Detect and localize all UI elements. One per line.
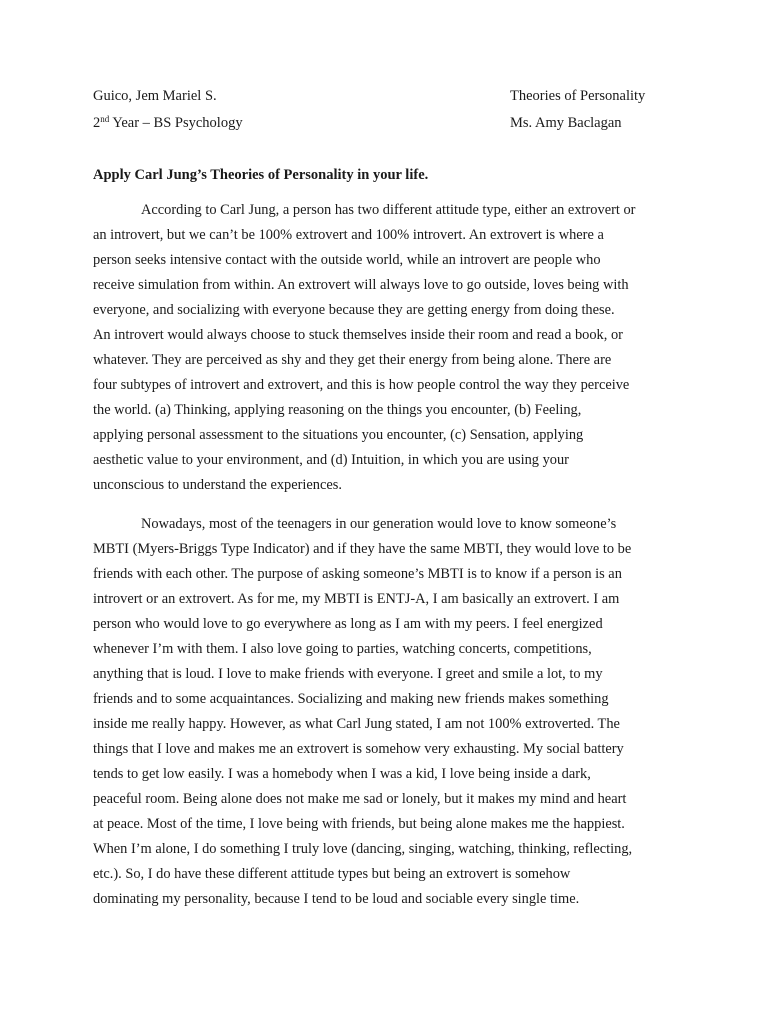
paragraph-line: inside me really happy. However, as what Carl Jung stated, I am not 100% extroverted. The [93, 716, 620, 732]
paragraph-line: MBTI (Myers-Briggs Type Indicator) and if they have the same MBTI, they would love to be [93, 541, 632, 557]
paragraph-1 [93, 198, 675, 498]
paragraph-2 [93, 512, 675, 912]
year-ordinal: 2 [93, 115, 101, 131]
year-ordinal-suffix: nd [100, 114, 110, 124]
paragraph-line: an introvert, but we can’t be 100% extrovert and 100% introvert. An extrovert is where a [93, 227, 604, 243]
paragraph-line: applying personal assessment to the situations you encounter, (c) Sensation, applying [93, 427, 584, 443]
paragraph-line: unconscious to understand the experiences. [93, 477, 342, 493]
header-row-1 [93, 87, 675, 105]
paragraph-line: whatever. They are perceived as shy and they get their energy from being alone. There are [93, 352, 612, 368]
teacher-name: Ms. Amy Baclagan [510, 115, 622, 131]
paragraph-line: tends to get low easily. I was a homebody when I was a kid, I love being inside a dark, [93, 766, 591, 782]
paragraph-line: things that I love and makes me an extrovert is somehow very exhausting. My social battery [93, 741, 624, 757]
paragraph-line: etc.). So, I do have these different attitude types but being an extrovert is somehow [93, 866, 571, 882]
paragraph-line: dominating my personality, because I tend to be loud and sociable every single time. [93, 891, 580, 907]
paragraph-line: the world. (a) Thinking, applying reasoning on the things you encounter, (b) Feeling, [93, 402, 582, 418]
paragraph-line: An introvert would always choose to stuck themselves inside their room and read a book, or [93, 327, 623, 343]
course-name: Theories of Personality [510, 88, 646, 104]
year-program: Year – BS Psychology [109, 115, 243, 131]
paragraph-line: According to Carl Jung, a person has two different attitude type, either an extrovert or [141, 202, 636, 218]
paragraph-line: whenever I’m with them. I also love going to parties, watching concerts, competitions, [93, 641, 592, 657]
paragraph-line: friends with each other. The purpose of asking someone’s MBTI is to know if a person is an [93, 566, 622, 582]
paragraph-line: person seeks intensive contact with the outside world, while an introvert are people who [93, 252, 601, 268]
student-name: Guico, Jem Mariel S. [93, 88, 217, 104]
paragraph-line: Nowadays, most of the teenagers in our generation would love to know someone’s [141, 516, 617, 532]
paragraph-line: four subtypes of introvert and extrovert, and this is how people control the way they perceive [93, 377, 630, 393]
year-level [93, 114, 243, 132]
header-row-2 [93, 114, 675, 132]
paragraph-line: friends and to some acquaintances. Socializing and making new friends makes something [93, 691, 609, 707]
paragraph-line: aesthetic value to your environment, and (d) Intuition, in which you are using your [93, 452, 569, 468]
essay-title: Apply Carl Jung’s Theories of Personality in your life. [93, 167, 429, 183]
paragraph-line: person who would love to go everywhere as long as I am with my peers. I feel energized [93, 616, 603, 632]
paragraph-line: receive simulation from within. An extrovert will always love to go outside, loves being with [93, 277, 629, 293]
paragraph-line: When I’m alone, I do something I truly love (dancing, singing, watching, thinking, reflecting, [93, 841, 633, 857]
paragraph-line: anything that is loud. I love to make friends with everyone. I greet and smile a lot, to my [93, 666, 603, 682]
paragraph-line: peaceful room. Being alone does not make me sad or lonely, but it makes my mind and heart [93, 791, 627, 807]
paragraph-line: introvert or an extrovert. As for me, my MBTI is ENTJ-A, I am basically an extrovert. I am [93, 591, 620, 607]
paragraph-line: everyone, and socializing with everyone because they are getting energy from doing these. [93, 302, 615, 318]
paragraph-line: at peace. Most of the time, I love being with friends, but being alone makes me the happiest. [93, 816, 625, 832]
